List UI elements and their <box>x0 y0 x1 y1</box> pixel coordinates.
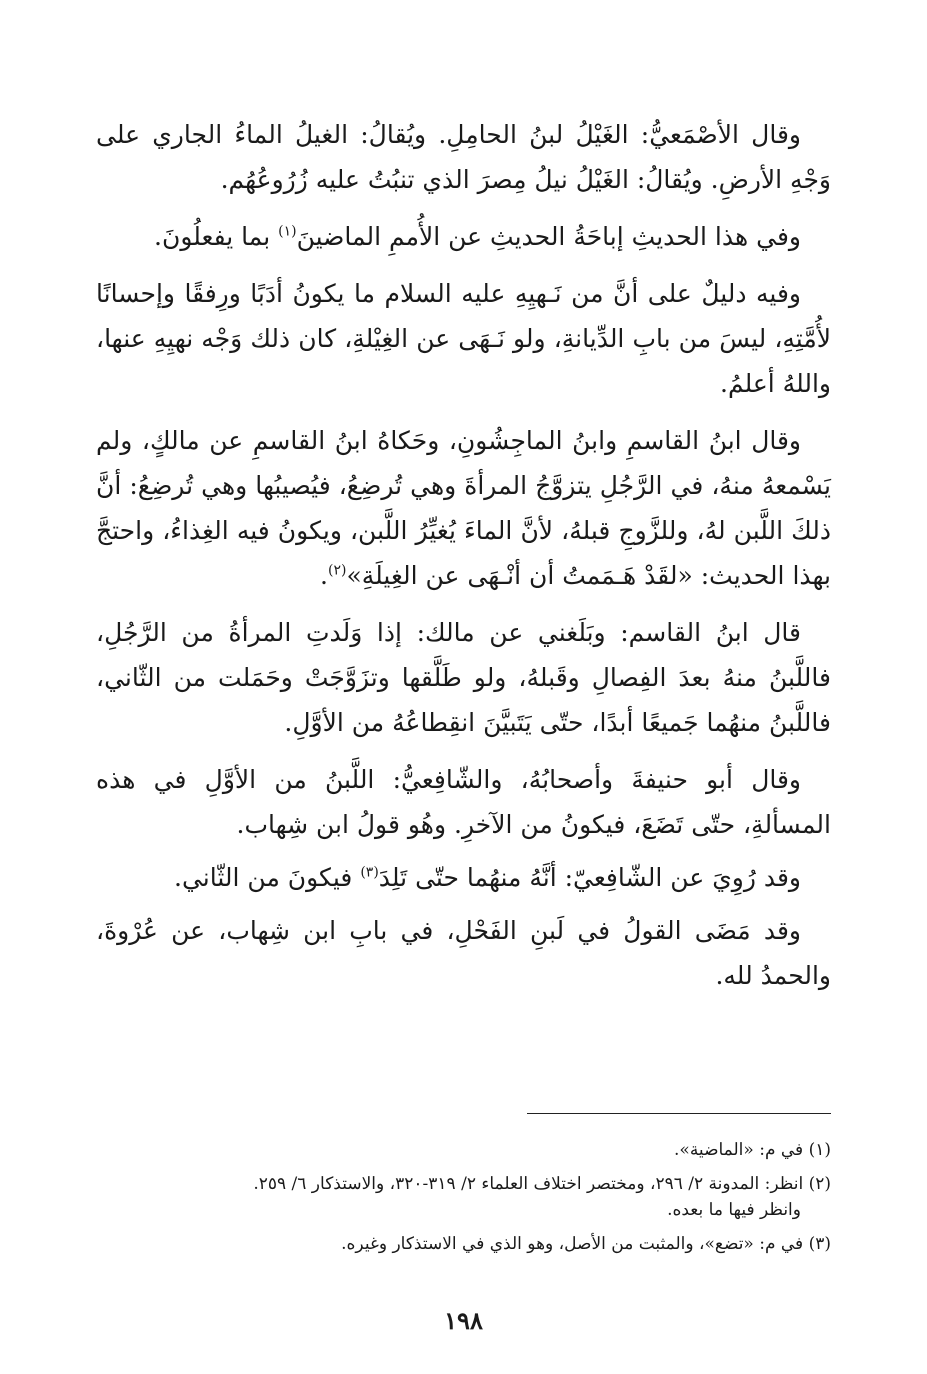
footnote <box>96 1231 831 1257</box>
paragraph-text: . <box>320 561 328 590</box>
footnote-continuation: وانظر فيها ما بعده. <box>667 1200 801 1220</box>
paragraph-text: قال ابنُ القاسم: وبَلَغني عن مالك: إذا وَلَدتِ المرأةُ من الرَّجُلِ، فاللَّبنُ منهُ بعدَ الفِصالِ وقَبلهُ، ولو طَلَّقها وتزَوَّجَتْ وحَمَلت من الثّاني، فاللَّبنُ منهُما جَميعًا أبدًا، حتّى يَتَبيَّنَ انقِطاعُهُ من الأوَّلِ. <box>96 618 831 737</box>
paragraph <box>96 855 831 900</box>
footnote-text: (٣) في م: «تضع»، والمثبت من الأصل، وهو الذي في الاستذكار وغيره. <box>341 1234 831 1254</box>
footnote-marker[interactable]: (١) <box>278 223 297 240</box>
paragraph-text: وقال أبو حنيفةَ وأصحابُهُ، والشّافِعيُّ: اللَّبنُ من الأوَّلِ في هذه المسألةِ، حتّى تَضَعَ، فيكونُ من الآخرِ. وهُو قولُ ابن شِهاب. <box>96 765 831 839</box>
footnote-marker[interactable]: (٢) <box>327 562 347 579</box>
paragraph-text: وفي هذا الحديثِ إباحَةُ الحديثِ عن الأُممِ الماضينَ <box>296 222 801 251</box>
footnote <box>96 1171 831 1223</box>
footnote <box>96 1137 831 1163</box>
paragraph <box>96 757 831 847</box>
paragraph-text: وقد رُوِيَ عن الشّافِعيّ: أنَّهُ منهُما حتّى تَلِدَ <box>378 863 801 892</box>
paragraph <box>96 908 831 998</box>
paragraph-text: وقد مَضَى القولُ في لَبنِ الفَحْلِ، في بابِ ابن شِهاب، عن عُرْوةَ، والحمدُ لله. <box>96 916 831 990</box>
paragraph-text: وقال ابنُ القاسمِ وابنُ الماجِشُونِ، وحَكاهُ ابنُ القاسمِ عن مالكٍ، ولم يَسْمعهُ منهُ، في الرَّجُلِ يتزوَّجُ المرأةَ وهي تُرضِعُ، فيُصيبُها وهي تُرضِعُ: أنَّ ذلكَ اللَّبن لهُ، وللزَّوجِ قبلهُ، لأنَّ الماءَ يُغيِّرُ اللَّبن، ويكونُ فيه الغِذاءُ، واحتجَّ بهذا الحديث: «لقَدْ هَـمَمتُ أن أنْـهَى عن الغِيلَةِ» <box>96 426 831 590</box>
paragraph <box>96 271 831 406</box>
footnote-separator <box>527 1113 831 1114</box>
paragraph <box>96 112 831 202</box>
paragraph-text: وقال الأصْمَعيُّ: الغَيْلُ لبنُ الحامِلِ. ويُقالُ: الغيلُ الماءُ الجاري على وَجْهِ الأرضِ. ويُقالُ: الغَيْلُ نيلُ مِصرَ الذي تنبُتُ عليه زُرُوعُهُم. <box>96 120 831 194</box>
page-number: ١٩٨ <box>444 1306 483 1335</box>
paragraph <box>96 610 831 745</box>
paragraph <box>96 418 831 598</box>
main-text <box>96 112 831 1010</box>
paragraph-text: بما يفعلُونَ. <box>154 222 271 251</box>
paragraph <box>96 214 831 259</box>
paragraph-text: وفيه دليلٌ على أنَّ من نَـهيِهِ عليه السلام ما يكونُ أدَبًا ورِفقًا وإحسانًا لأُمَّتِهِ، ليسَ من بابِ الدِّيانةِ، ولو نَـهَى عن الغِيْلةِ، كان ذلك وَجْه نهيِهِ عنها، واللهُ أعلمُ. <box>96 279 831 398</box>
footnotes <box>96 1137 831 1265</box>
footnote-marker[interactable]: (٣) <box>360 864 379 881</box>
paragraph-text: فيكونَ من الثّاني. <box>174 863 353 892</box>
footnote-text: (١) في م: «الماضية». <box>674 1140 831 1160</box>
footnote-text: (٢) انظر: المدونة ٢/ ٢٩٦، ومختصر اختلاف العلماء ٢/ ٣١٩-٣٢٠، والاستذكار ٦/ ٢٥٩. <box>253 1174 831 1194</box>
